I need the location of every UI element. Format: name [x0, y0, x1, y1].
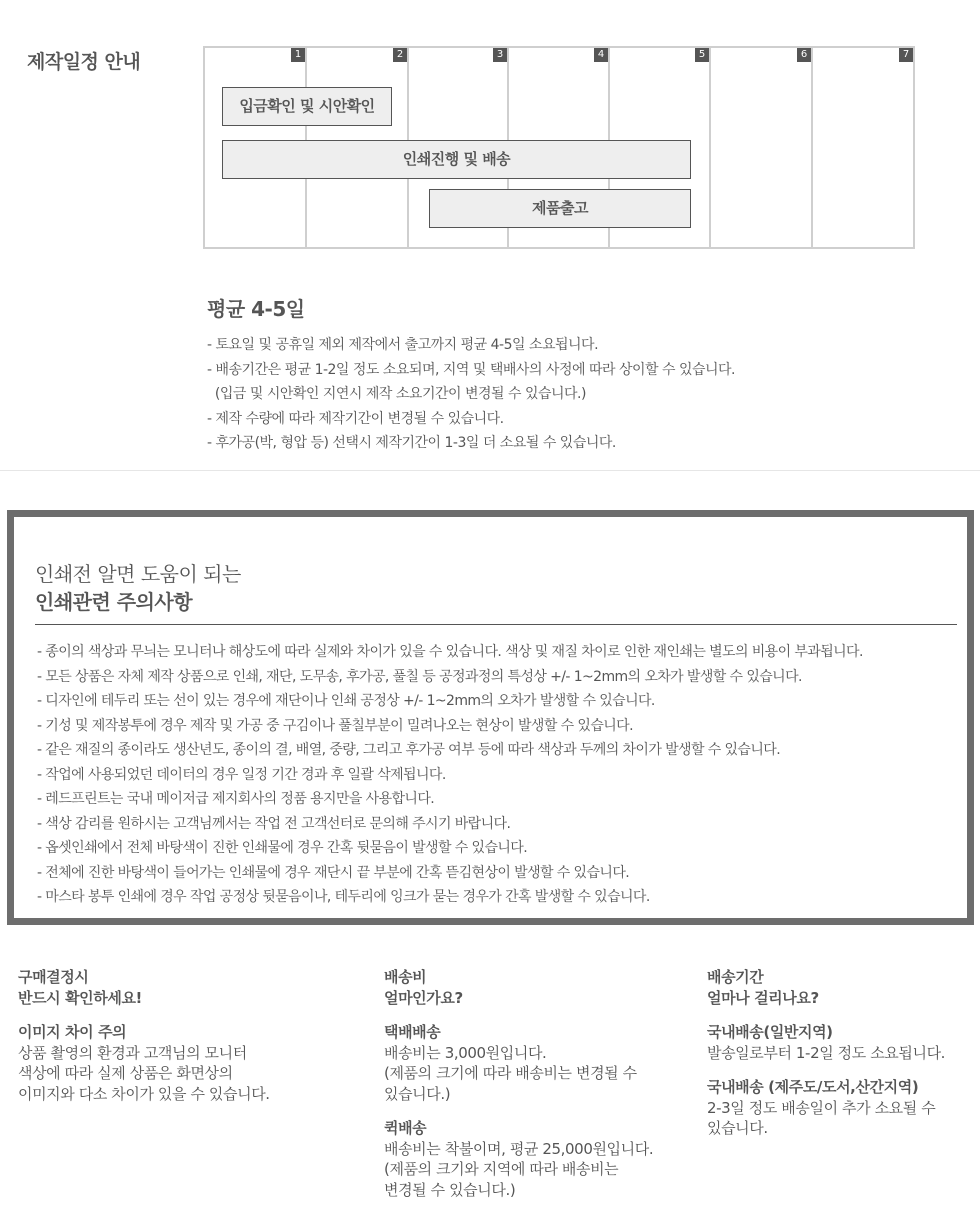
shipping-period-column: [707, 967, 977, 1139]
task-product-release: 제품출고: [429, 189, 691, 228]
list-item: - 기성 및 제작봉투에 경우 제작 및 가공 중 구김이나 풀칠부분이 밀려나오는 현상이 발생할 수 있습니다.: [37, 717, 633, 734]
info-line: 이미지와 다소 차이가 있을 수 있습니다.: [18, 1084, 270, 1103]
purchase-heading: 구매결정시: [18, 968, 89, 986]
info-line: 배송비는 착불이며, 평균 25,000원입니다.: [384, 1139, 654, 1158]
info-line: (제품의 크기와 지역에 따라 배송비는: [384, 1160, 619, 1178]
list-item: - 같은 재질의 종이라도 생산년도, 종이의 결, 배열, 중량, 그리고 후가공 여부 등에 따라 색상과 두께의 차이가 발생할 수 있습니다.: [37, 742, 781, 758]
average-notes: [207, 333, 735, 456]
fee-heading-sub: 얼마인가요?: [384, 988, 463, 1007]
notice-subtitle: 인쇄전 알면 도움이 되는: [35, 562, 241, 586]
image-difference-title: 이미지 차이 주의: [18, 1023, 127, 1041]
info-line: 있습니다.): [384, 1084, 451, 1103]
domestic-remote-title: 국내배송 (제주도/도서,산간지역): [707, 1078, 919, 1096]
task-payment-check: 입금확인 및 시안확인: [222, 87, 392, 126]
grid-divider: [811, 48, 813, 247]
domestic-general-title: 국내배송(일반지역): [707, 1023, 833, 1041]
info-line: 있습니다.: [707, 1119, 768, 1137]
period-heading-sub: 얼마나 걸리나요?: [707, 988, 819, 1007]
purchase-info-column: [18, 967, 348, 1104]
info-line: 발송일로부터 1-2일 정도 소요됩니다.: [707, 1043, 946, 1062]
fee-heading: 배송비: [384, 968, 427, 986]
info-line: 변경될 수 있습니다.): [384, 1180, 516, 1199]
list-item: - 모든 상품은 자체 제작 상품으로 인쇄, 재단, 도무송, 후가공, 풀칠 등 공정과정의 특성상 +/- 1~2mm의 오차가 발생할 수 있습니다.: [37, 668, 802, 685]
list-item: - 후가공(박, 형압 등) 선택시 제작기간이 1-3일 더 소요될 수 있습니다.: [207, 435, 616, 451]
print-notice-box: [7, 510, 974, 925]
info-line: 2-3일 정도 배송일이 추가 소요될 수: [707, 1098, 936, 1117]
day-number: 5: [695, 48, 709, 62]
info-line: 색상에 따라 실제 상품은 화면상의: [18, 1064, 233, 1082]
list-item: - 색상 감리를 원하시는 고객님께서는 작업 전 고객선터로 문의해 주시기 바랍니다.: [37, 815, 511, 832]
list-item: - 제작 수량에 따라 제작기간이 변경될 수 있습니다.: [207, 410, 504, 427]
shipping-fee-column: [384, 967, 694, 1200]
quick-delivery-title: 퀵배송: [384, 1119, 427, 1137]
info-line: (제품의 크기에 따라 배송비는 변경될 수: [384, 1064, 637, 1082]
list-item: - 전체에 진한 바탕색이 들어가는 인쇄물에 경우 재단시 끝 부분에 간혹 뜯김현상이 발생할 수 있습니다.: [37, 864, 630, 881]
notice-divider: [35, 624, 957, 625]
info-line: 상품 촬영의 환경과 고객님의 모니터: [18, 1043, 247, 1062]
purchase-heading-sub: 반드시 확인하세요!: [18, 988, 142, 1007]
list-item: - 배송기간은 평균 1-2일 정도 소요되며, 지역 및 택배사의 사정에 따라 상이할 수 있습니다.: [207, 361, 735, 378]
list-item: - 디자인에 테두리 또는 선이 있는 경우에 재단이나 인쇄 공정상 +/- 1~2mm의 오차가 발생할 수 있습니다.: [37, 693, 655, 709]
day-number: 1: [291, 48, 305, 62]
day-number: 2: [393, 48, 407, 62]
day-number: 3: [493, 48, 507, 62]
info-line: 배송비는 3,000원입니다.: [384, 1043, 547, 1062]
list-item: (입금 및 시안확인 지연시 제작 소요기간이 변경될 수 있습니다.): [207, 386, 586, 402]
section-divider: [0, 470, 980, 471]
notice-list: [37, 640, 863, 910]
schedule-grid: [203, 46, 915, 249]
day-number: 7: [899, 48, 913, 62]
day-number: 6: [797, 48, 811, 62]
average-title: 평균 4-5일: [207, 297, 305, 321]
task-printing-shipping: 인쇄진행 및 배송: [222, 140, 691, 179]
parcel-delivery-title: 택배배송: [384, 1023, 441, 1041]
day-number: 4: [594, 48, 608, 62]
list-item: - 옵셋인쇄에서 전체 바탕색이 진한 인쇄물에 경우 간혹 뒷묻음이 발생할 수 있습니다.: [37, 840, 528, 856]
list-item: - 토요일 및 공휴일 제외 제작에서 출고까지 평균 4-5일 소요됩니다.: [207, 337, 599, 353]
grid-divider: [709, 48, 711, 247]
list-item: - 종이의 색상과 무늬는 모니터나 해상도에 따라 실제와 차이가 있을 수 있습니다. 색상 및 재질 차이로 인한 재인쇄는 별도의 비용이 부과됩니다.: [37, 644, 863, 660]
list-item: - 레드프린트는 국내 메이저급 제지회사의 정품 용지만을 사용합니다.: [37, 791, 435, 807]
list-item: - 작업에 사용되었던 데이터의 경우 일정 기간 경과 후 일괄 삭제됩니다.: [37, 766, 446, 783]
list-item: - 마스타 봉투 인쇄에 경우 작업 공정상 뒷묻음이나, 테두리에 잉크가 묻는 경우가 간혹 발생할 수 있습니다.: [37, 889, 650, 905]
period-heading: 배송기간: [707, 968, 764, 986]
notice-title: 인쇄관련 주의사항: [35, 590, 193, 614]
schedule-title: 제작일정 안내: [27, 51, 141, 73]
